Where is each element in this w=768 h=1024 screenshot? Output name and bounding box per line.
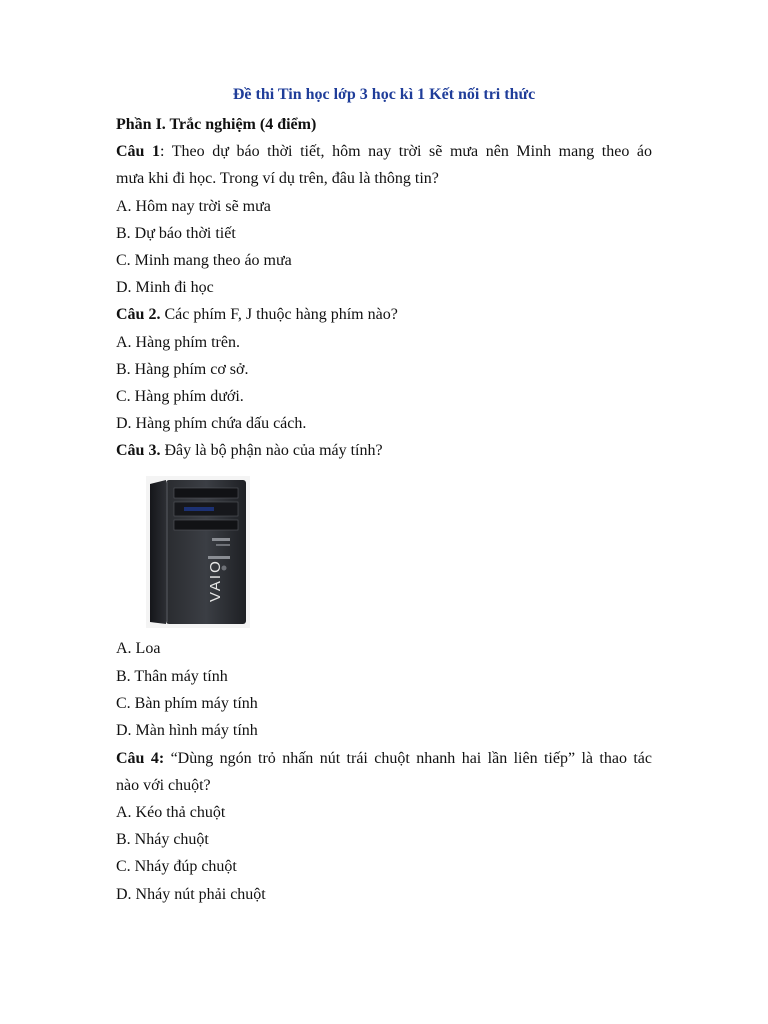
question-4-text-line1: “Dùng ngón trỏ nhấn nút trái chuột nhanh hai lần liên tiếp” là thao tác — [164, 750, 653, 767]
question-1-separator: : — [160, 143, 165, 160]
question-3-text: Đây là bộ phận nào của máy tính? — [160, 442, 383, 459]
question-3-option-b: B. Thân máy tính — [116, 668, 228, 685]
computer-case-image — [146, 476, 250, 628]
question-4 — [116, 749, 652, 769]
question-1-label: Câu 1 — [116, 143, 161, 160]
question-4-option-a: A. Kéo thả chuột — [116, 804, 226, 821]
question-3-label: Câu 3. — [116, 442, 161, 459]
question-4-text-line2: nào với chuột? — [116, 777, 211, 794]
question-3 — [116, 441, 652, 461]
question-2-option-a: A. Hàng phím trên. — [116, 334, 240, 351]
question-4-label: Câu 4: — [116, 750, 165, 767]
question-4-option-d: D. Nháy nút phải chuột — [116, 886, 266, 903]
question-2-option-d: D. Hàng phím chứa dấu cách. — [116, 415, 307, 432]
question-3-option-d: D. Màn hình máy tính — [116, 722, 258, 739]
question-3-option-a: A. Loa — [116, 640, 161, 657]
question-4-option-b: B. Nháy chuột — [116, 831, 209, 848]
question-1-option-c: C. Minh mang theo áo mưa — [116, 252, 292, 269]
question-2 — [116, 305, 652, 325]
question-2-text: Các phím F, J thuộc hàng phím nào? — [160, 306, 398, 323]
document-title: Đề thi Tin học lớp 3 học kì 1 Kết nối tri thức — [232, 86, 536, 103]
section-heading: Phần I. Trắc nghiệm (4 điểm) — [116, 116, 317, 133]
question-1-option-b: B. Dự báo thời tiết — [116, 225, 236, 242]
question-2-option-c: C. Hàng phím dưới. — [116, 388, 244, 405]
question-4-option-c: C. Nháy đúp chuột — [116, 858, 237, 875]
question-1-option-a: A. Hôm nay trời sẽ mưa — [116, 198, 271, 215]
case-brand-logo: VAIO — [207, 559, 224, 602]
question-3-option-c: C. Bàn phím máy tính — [116, 695, 258, 712]
computer-case-illustration — [146, 476, 250, 628]
question-2-option-b: B. Hàng phím cơ sở. — [116, 361, 249, 378]
question-1-text-line2: mưa khi đi học. Trong ví dụ trên, đâu là thông tin? — [116, 170, 439, 187]
question-1-option-d: D. Minh đi học — [116, 279, 214, 296]
question-1 — [116, 142, 652, 162]
question-1-text-line1: Theo dự báo thời tiết, hôm nay trời sẽ mưa nên Minh mang theo áo — [164, 143, 653, 160]
question-2-label: Câu 2. — [116, 306, 161, 323]
